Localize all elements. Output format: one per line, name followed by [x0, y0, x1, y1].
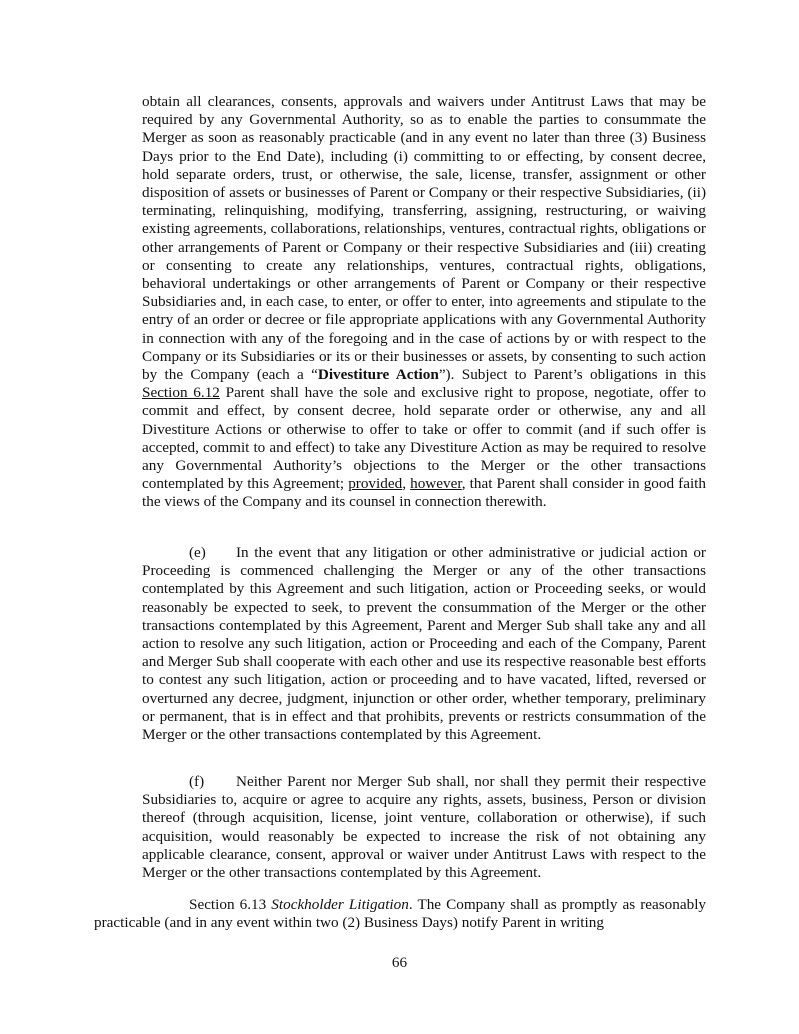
- paragraph-f-text: Neither Parent nor Merger Sub shall, nor shall they permit their respective Subsidiaries to, acquire or agree to acquire any rights, assets, business, Person or division thereof (through acquisition, license, joint venture, collaboration or otherwise), if such acquisition, would reasonably be expected to increase the risk of not obtaining any applicable clearance, consent, approval or waiver under Antitrust Laws with respect to the Merger or the other transactions contemplated by this Agreement.: [142, 773, 706, 882]
- paragraph-f: [142, 773, 706, 882]
- paragraph-d-text-2: ”). Subject to Parent’s obligations in this: [438, 366, 706, 384]
- paragraph-f-label: (f): [189, 773, 205, 790]
- paragraph-e-label: (e): [189, 544, 206, 561]
- paragraph-d-text-1: obtain all clearances, consents, approvals and waivers under Antitrust Laws that may be required by any Governmental Authority, so as to enable the parties to consummate the Merger as soon as reasonably practicable (and in any event no later than three (3) Business Days prior to the End Date), including (i) committing to or effecting, by consent decree, hold separate orders, trust, or otherwise, the sale, license, transfer, assignment or other disposition of assets or businesses of Parent or Company or their respective Subsidiaries, (ii) terminating, relinquishing, modifying, transferring, assigning, restructuring, or waiving existing agreements, collaborations, relationships, ventures, contractual rights, obligations or other arrangements of Parent or Company or their respective Subsidiaries and (iii) creating or consenting to create any relationships, ventures, contractual rights, obligations, behavioral undertakings or other arrangements of Parent or Company or their respective Subsidiaries and, in each case, to enter, or offer to enter, into agreements and stipulate to the entry of an order or decree or file appropriate applications with any Governmental Authority in connection with any of the foregoing and in the case of actions by or with respect to the Company or its Subsidiaries or its or their businesses or assets, by consenting to such action by the Company (each a “: [142, 93, 706, 384]
- paragraph-d-text-4: , that Parent shall consider in good faith the views of the Company and its counsel in connection therewith.: [142, 475, 706, 511]
- section-6-13-text: The Company shall as promptly as reasonably practicable (and in any event within two (2) Business Days) notify Parent in writing: [94, 896, 707, 932]
- however-term: however: [410, 475, 462, 493]
- paragraph-d-text-3: Parent shall have the sole and exclusive right to propose, negotiate, offer to commit and effect, by consent decree, hold separate order or otherwise, any and all Divestiture Actions or otherwise to offer to take or offer to commit (and if such offer is accepted, commit to and effect) to take any Divestiture Action as may be required to resolve any Governmental Authority’s objections to the Merger or the other transactions contemplated by this Agreement;: [142, 384, 706, 493]
- provided-term: provided: [348, 475, 403, 493]
- paragraph-e-text: In the event that any litigation or other administrative or judicial action or Proceeding is commenced challenging the Merger or any of the other transactions contemplated by this Agreement and such litigation, action or Proceeding seeks, or would reasonably be expected to seek, to prevent the consummation of the Merger or the other transactions contemplated by this Agreement, Parent and Merger Sub shall take any and all action to resolve any such litigation, action or Proceeding and each of the Company, Parent and Merger Sub shall cooperate with each other and use its respective reasonable best efforts to contest any such litigation, action or proceeding and to have vacated, lifted, reversed or overturned any decree, judgment, injunction or other order, whether temporary, preliminary or permanent, that is in effect and that prohibits, prevents or restricts consummation of the Merger or the other transactions contemplated by this Agreement.: [142, 544, 706, 744]
- paragraph-e: [142, 544, 706, 744]
- section-reference-link: Section 6.12: [142, 384, 220, 402]
- section-6-13: [94, 896, 706, 932]
- paragraph-d-continuation: [142, 93, 706, 512]
- page-number: 66: [391, 954, 408, 971]
- comma-separator: ,: [402, 475, 411, 493]
- section-title: Stockholder Litigation: [271, 896, 409, 913]
- section-number: Section 6.13: [189, 896, 267, 913]
- section-title-period: .: [408, 896, 413, 913]
- defined-term-divestiture-action: Divestiture Action: [317, 366, 439, 384]
